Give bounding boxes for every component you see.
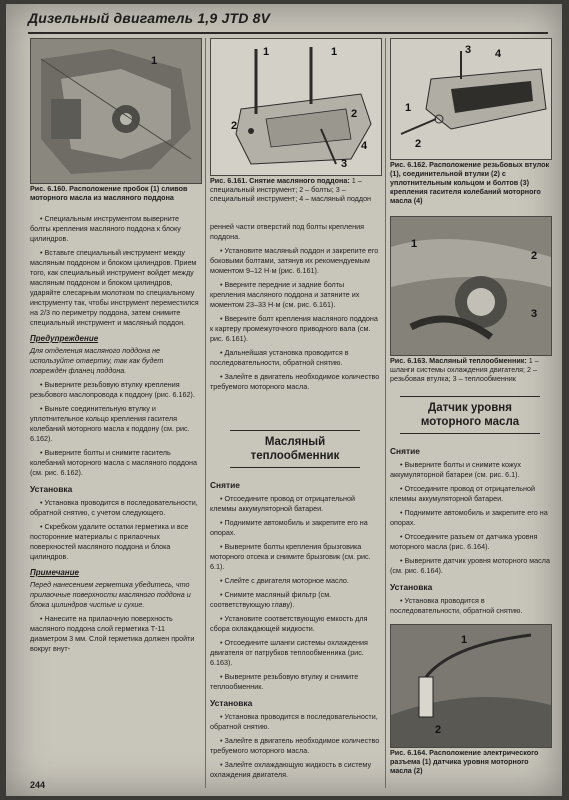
section-heading-removal: Снятие [210,480,240,490]
paragraph: • Дальнейшая установка проводится в последовательности, обратной снятию. [210,348,349,367]
caption-legend: 1 – специальный инструмент; 2 – болты; 3 – специальный инструмент; 4 – масляный поддон [210,176,372,203]
paragraph: • Выверните датчик уровня моторного масла (см. рис. 6.164). [390,556,550,575]
paragraph: • Установка проводится в последовательности, обратной снятию. [390,596,523,615]
caption-lead: Рис. 6.161. Снятие масляного поддона: [210,176,350,185]
engine-oil-drain-illustration [31,39,201,183]
label-3: 3 [341,158,348,170]
label-1: 1 [263,46,270,58]
column-1 [30,214,200,658]
paragraph: • Установите масляный поддон и закрепите его боковыми болтами, затянув их рекомендуемым моментом 9–12 Н·м (рис. 6.161). [210,246,379,275]
column-3 [390,440,550,620]
paragraph: • Поднимите автомобиль и закрепите его на опорах. [210,518,368,537]
paragraph: • Выверните резьбовую втулку и снимите теплообменник. [210,672,359,691]
paragraph: • Слейте с двигателя моторное масло. [220,576,349,585]
paragraph: • Установка проводится в последовательности, обратной снятию. [210,712,378,731]
oil-damper-drawing [391,39,551,159]
label-1: 1 [461,634,468,646]
paragraph: • Выверните болты крепления брызговика моторного отсека и снимите брызговик (см. рис. 6.1). [210,542,371,571]
section-heading-removal: Снятие [390,446,420,456]
oil-level-sensor-photo [391,625,551,747]
warning-text: Для отделения масляного поддона не используйте отвертку, так как будет повреждён фланец поддона. [30,346,164,375]
section-box-oil-level-sensor: Датчик уровня моторного масла [400,396,540,434]
paragraph: • Отсоедините провод от отрицательной клеммы аккумуляторной батареи. [390,484,535,503]
paragraph: ренней части отверстий под болты крепления поддона. [210,222,364,241]
paragraph: • Вверните болт крепления масляного поддона к картеру промежуточного приводного вала (см. рис. 6.161). [210,314,378,343]
label-2: 2 [231,120,238,132]
oil-pan-removal-drawing [211,39,381,175]
label-4: 4 [361,140,368,152]
label-2b: 2 [351,108,358,120]
page-number: 244 [30,780,46,790]
paragraph: • Установите соответствующую емкость для сбора охлаждающей жидкости. [210,614,368,633]
paragraph: • Отсоедините шланги системы охлаждения двигателя от патрубков теплообменника (рис. 6.163). [210,638,368,667]
warning-title: Предупреждение [30,334,99,343]
label-3: 3 [531,308,538,320]
paragraph: • Отсоедините провод от отрицательной клеммы аккумуляторной батареи. [210,494,355,513]
figure-6-161-caption [210,176,380,203]
figure-6-164 [390,624,552,748]
label-3: 3 [465,44,472,56]
paragraph: • Залейте охлаждающую жидкость в систему охлаждения двигателя. [210,760,372,779]
paragraph: • Отсоедините разъем от датчика уровня моторного масла (рис. 6.164). [390,532,538,551]
paragraph: • Вставьте специальный инструмент между масляным поддоном и блоком цилиндров. Прием того, как специальный инструмент войдет между масляным поддоном и блоком цилиндров, ударяйте слесарным молотком по специальному инструменту так, чтобы инструмент переместился на 2/3 по периметру поддона, затем снимите специальный инструмент и масляный поддон. [30,248,199,327]
paragraph: • Скребком удалите остатки герметика и все посторонние материалы с прилаочных поверхностей масляного поддона и блока цилиндров. [30,522,189,561]
header-rule [28,32,548,34]
paragraph: • Нанесите на прилаочную поверхность масляного поддона слой герметика Т-11 диаметром 3 мм. Слой герметика должен пройти вокруг внут- [30,614,195,653]
paragraph: • Снимите масляный фильтр (см. соответствующую главу). [210,590,332,609]
label-1: 1 [411,238,418,250]
figure-6-164-caption: Рис. 6.164. Расположение электрического разъема (1) датчика уровня моторного масла (2) [390,748,539,775]
note-text: Перед нанесением герметика убедитесь, что прилаочные поверхности масляного поддона и блока цилиндров чистые и сухие. [30,580,191,609]
figure-6-162-caption: Рис. 6.162. Расположение резьбовых втулок (1), соединительной втулки (2) с уплотнительным кольцом и болтов (3) крепления гасителя колебаний моторного масла (4) [390,160,550,205]
oil-cooler-photo [391,217,551,355]
svg-text:1: 1 [151,55,158,67]
paragraph: • Выверните болты и снимите гаситель колебаний моторного масла с масляного поддона (см. рис. 6.162). [30,448,197,477]
paragraph: • Выньте соединительную втулку и уплотнительное кольцо крепления гасителя колебаний моторного масла к поддону (см. рис. 6.162). [30,404,190,443]
label-1b: 1 [331,46,338,58]
column-divider [205,38,206,788]
caption-legend: 1 – шланги системы охлаждения двигателя; 2 – резьбовая втулка; 3 – теплообменник [390,356,539,383]
figure-6-160 [30,38,202,184]
section-heading-install: Установка [390,582,433,592]
figure-6-161 [210,38,382,176]
paragraph: • Установка проводится в последовательности, обратной снятию, с учетом следующего. [30,498,198,517]
column-2-lower [210,474,380,784]
label-1: 1 [405,102,412,114]
figure-6-163 [390,216,552,356]
paragraph: • Залейте в двигатель необходимое количество требуемого моторного масла. [210,736,380,755]
paragraph: • Специальным инструментом выверните болты крепления масляного поддона к блоку цилиндров. [30,214,181,243]
figure-6-163-caption [390,356,550,383]
column-divider [385,38,386,788]
book-page [6,4,562,796]
label-2: 2 [531,250,538,262]
paragraph: • Выверните резьбовую втулку крепления резьбового маслопровода к поддону (рис. 6.162). [30,380,195,399]
label-4: 4 [495,48,502,60]
page-header-title: Дизельный двигатель 1,9 JTD 8V [28,10,271,26]
note-title: Примечание [30,568,79,577]
column-2 [210,222,380,396]
section-heading-install: Установка [30,484,73,494]
figure-6-160-caption: Рис. 6.160. Расположение пробок (1) сливов моторного масла из масляного поддона [30,184,188,202]
paragraph: • Выверните болты и снимите кожух аккумуляторной батареи (см. рис. 6.1). [390,460,521,479]
paragraph: • Залейте в двигатель необходимое количество требуемого моторного масла. [210,372,380,391]
section-box-oil-cooler: Масляный теплообменник [230,430,360,468]
paragraph: • Поднимите автомобиль и закрепите его на опорах. [390,508,548,527]
label-2: 2 [415,138,422,150]
label-2: 2 [435,724,442,736]
figure-6-162 [390,38,552,160]
caption-lead: Рис. 6.163. Масляный теплообменник: [390,356,527,365]
paragraph: • Вверните передние и задние болты крепления масляного поддона и затяните их моментом 23–33 Н·м (см. рис. 6.161). [210,280,360,309]
section-heading-install: Установка [210,698,253,708]
